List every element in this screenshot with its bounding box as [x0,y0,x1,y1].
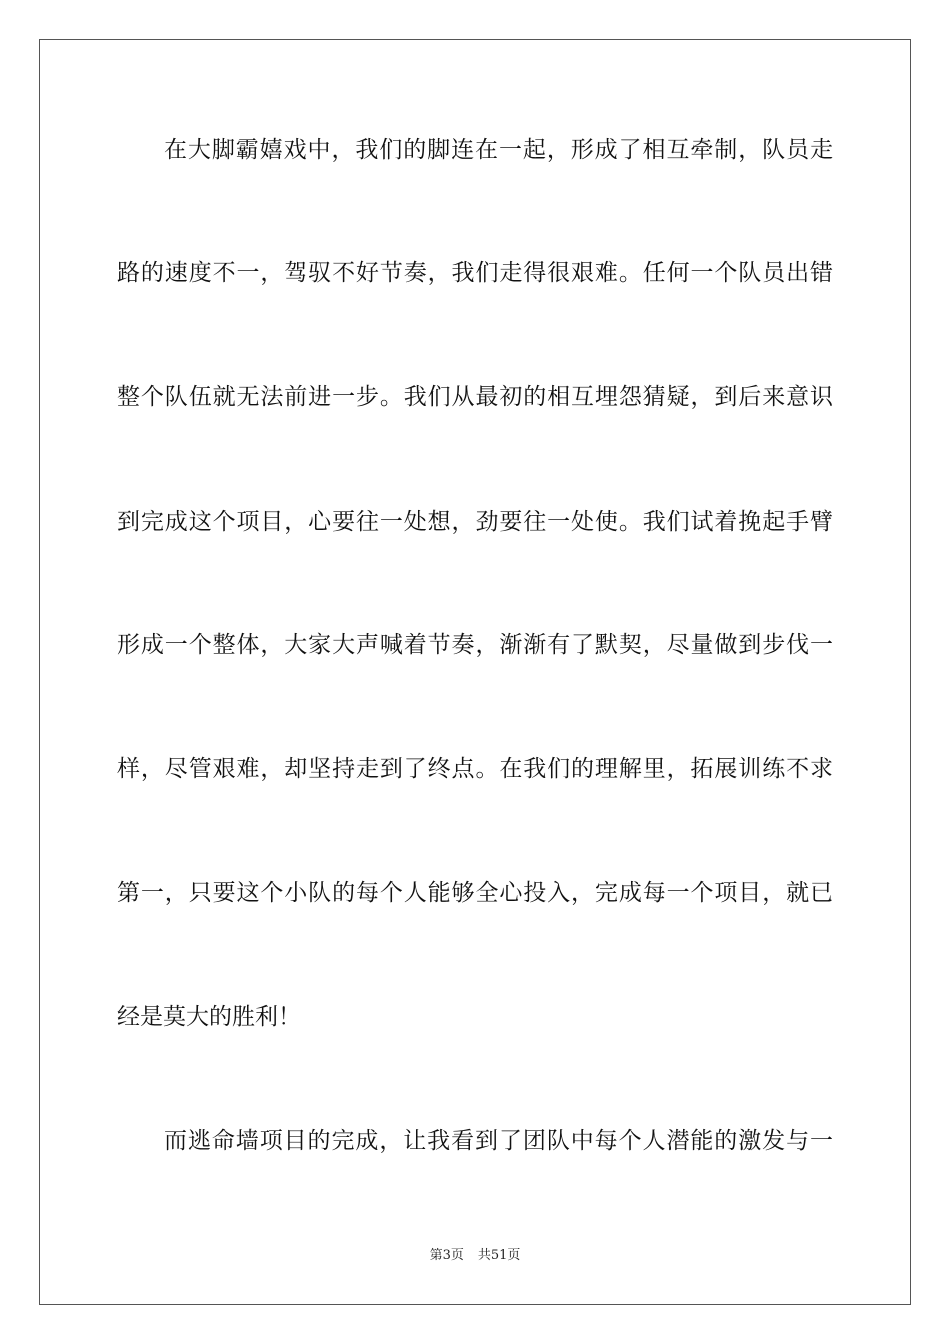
paragraph-1-line-7: 第一，只要这个小队的每个人能够全心投入，完成每一个项目，就已 [117,880,833,906]
paragraph-1-line-3: 整个队伍就无法前进一步。我们从最初的相互埋怨猜疑，到后来意识 [117,384,833,410]
paragraph-1-line-5: 形成一个整体，大家大声喊着节奏，渐渐有了默契，尽量做到步伐一 [117,632,833,658]
paragraph-1-line-1: 在大脚霸嬉戏中，我们的脚连在一起，形成了相互牵制，队员走 [164,137,833,163]
paragraph-1-line-6: 样，尽管艰难，却坚持走到了终点。在我们的理解里，拓展训练不求 [117,756,833,782]
paragraph-2-line-1: 而逃命墙项目的完成，让我看到了团队中每个人潜能的激发与一 [164,1128,833,1154]
paragraph-1-line-8: 经是莫大的胜利！ [117,1004,301,1030]
page-footer [0,1246,950,1266]
page-border [39,39,911,1305]
paragraph-1-line-2: 路的速度不一，驾驭不好节奏，我们走得很艰难。任何一个队员出错 [117,260,833,286]
paragraph-1-line-4: 到完成这个项目，心要往一处想，劲要往一处使。我们试着挽起手臂 [117,509,833,535]
page-total: 共51页 [477,1248,521,1263]
page-number: 第3页 [429,1248,464,1263]
